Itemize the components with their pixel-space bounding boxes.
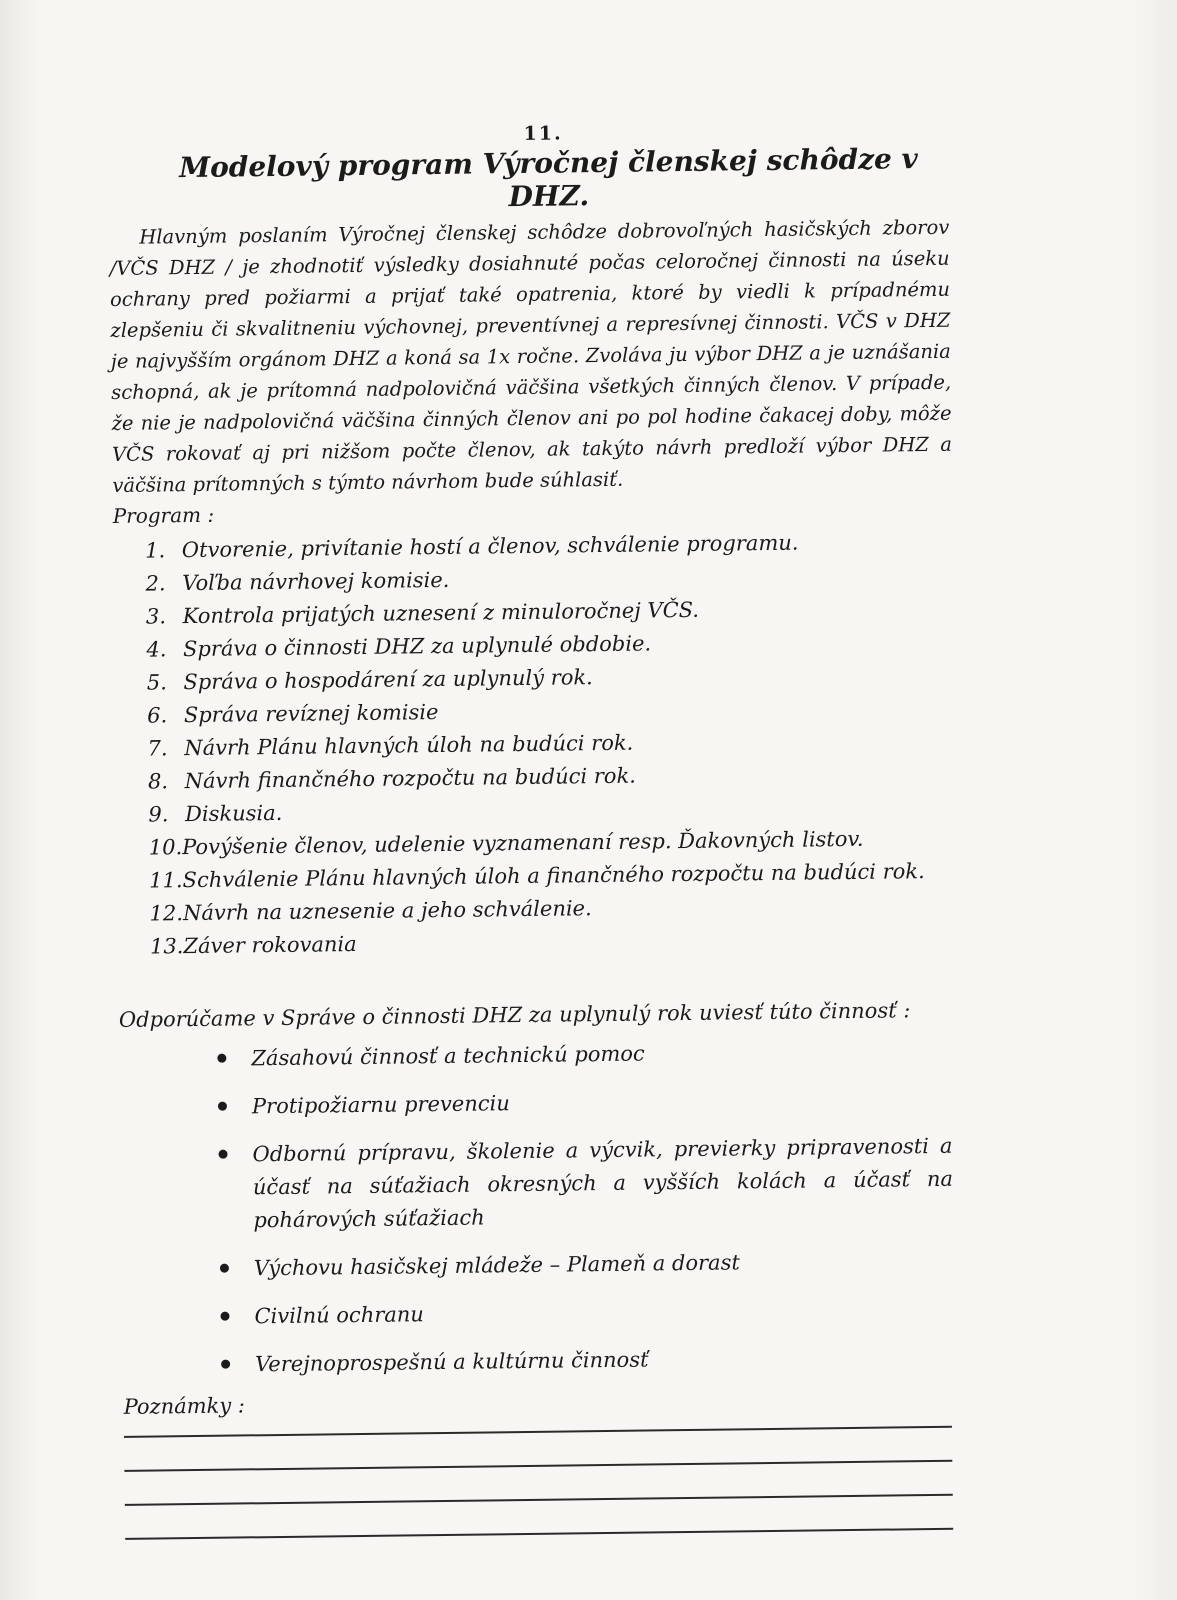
intro-paragraph: Hlavným poslaním Výročnej členskej schôdze dobrovoľných hasičských zborov /VČS DHZ / je zhodnotiť výsledky dosiahnuté počas celoročnej činnosti na úseku ochrany pred požiarmi a prijať také opatrenia, ktoré by viedli k prípadnému zlepšeniu či skvalitneniu výchovnej, preventívnej a represívnej činnosti. VČS v DHZ je najvyšším orgánom DHZ a koná sa 1x ročne. Zvoláva ju výbor DHZ a je uznášania schopná, ak je prítomná nadpolovičná väčšina všetkých činných členov. V prípade, že nie je nadpolovičná väčšina činných členov ani po pol hodine čakacej doby, môže VČS rokovať aj pri nižšom počte členov, ak takýto návrh predloží výbor DHZ a väčšina prítomných s týmto návrhom bude súhlasiť. bbox=[109, 215, 953, 497]
program-item-text: Povýšenie členov, udelenie vyznamenaní resp. Ďakovných listov. bbox=[182, 826, 864, 860]
activity-item bbox=[218, 1130, 953, 1238]
program-item-number: 11. bbox=[149, 868, 183, 893]
bullet-icon bbox=[220, 1264, 229, 1273]
activity-item bbox=[218, 1082, 960, 1124]
activity-item bbox=[220, 1292, 962, 1334]
program-item-number: 8. bbox=[147, 769, 169, 794]
note-line bbox=[124, 1426, 952, 1438]
recommend-text: Odporúčame v Správe o činnosti DHZ za uplynulý rok uviesť túto činnosť : bbox=[118, 998, 911, 1032]
program-item-text: Otvorenie, privítanie hostí a členov, schválenie programu. bbox=[181, 530, 799, 563]
program-item-text: Diskusia. bbox=[184, 800, 283, 827]
notes-label: Poznámky : bbox=[123, 1393, 246, 1419]
program-item-number: 5. bbox=[146, 670, 167, 695]
program-item-number: 13. bbox=[149, 934, 184, 959]
program-item-text: Návrh na uznesenie a jeho schválenie. bbox=[182, 896, 592, 926]
program-item-text: Správa o činnosti DHZ za uplynulé obdobie. bbox=[182, 631, 652, 662]
program-item-number: 9. bbox=[148, 802, 169, 827]
bullet-icon bbox=[217, 1054, 226, 1063]
activity-text: Protipožiarnu prevenciu bbox=[251, 1091, 510, 1119]
bullet-icon bbox=[218, 1150, 227, 1159]
note-line bbox=[125, 1494, 953, 1506]
activity-text: Zásahovú činnosť a technickú pomoc bbox=[251, 1041, 645, 1071]
program-list bbox=[113, 525, 958, 964]
program-item-number: 2. bbox=[145, 571, 166, 596]
program-item-text: Návrh finančného rozpočtu na budúci rok. bbox=[184, 763, 637, 794]
program-item-text: Správa revíznej komisie bbox=[183, 700, 439, 728]
page-number: 11. bbox=[523, 122, 563, 145]
program-item-text: Správa o hospodárení za uplynulý rok. bbox=[183, 665, 593, 695]
program-item-number: 7. bbox=[147, 736, 168, 761]
program-item-text: Záver rokovania bbox=[183, 932, 357, 959]
program-label: Program : bbox=[112, 502, 215, 528]
page-title: Modelový program Výročnej členskej schôdze v DHZ. bbox=[178, 142, 919, 214]
program-item-number: 3. bbox=[145, 604, 167, 629]
program-item-text: Kontrola prijatých uznesení z minuloročnej VČS. bbox=[182, 597, 700, 629]
note-line bbox=[124, 1460, 952, 1472]
bullet-icon bbox=[218, 1102, 227, 1111]
activity-item bbox=[221, 1340, 963, 1382]
note-line bbox=[125, 1528, 953, 1540]
bullet-icon bbox=[220, 1312, 229, 1321]
page-content bbox=[108, 118, 965, 1540]
activity-text: Odbornú prípravu, školenie a výcvik, previerky pripravenosti a účasť na súťažiach okresných a vyšších kolách a účasť na pohárových súťažiach bbox=[252, 1133, 954, 1233]
activity-text: Civilnú ochranu bbox=[254, 1302, 425, 1329]
bullet-icon bbox=[221, 1360, 230, 1369]
activity-list bbox=[119, 1034, 963, 1383]
program-item-number: 1. bbox=[145, 538, 166, 563]
program-item-number: 4. bbox=[146, 637, 167, 662]
activity-item bbox=[220, 1244, 962, 1286]
program-item-text: Voľba návrhovej komisie. bbox=[182, 567, 450, 596]
activity-text: Výchovu hasičskej mládeže – Plameň a dorast bbox=[253, 1250, 740, 1281]
activity-item bbox=[217, 1034, 959, 1076]
program-item-number: 6. bbox=[147, 703, 168, 728]
program-item-number: 10. bbox=[148, 835, 183, 860]
program-item-text: Schválenie Plánu hlavných úloh a finančného rozpočtu na budúci rok. bbox=[182, 859, 925, 893]
activity-text: Verejnoprospešnú a kultúrnu činnosť bbox=[254, 1347, 649, 1377]
program-item-text: Návrh Plánu hlavných úloh na budúci rok. bbox=[184, 730, 634, 761]
program-item-number: 12. bbox=[149, 901, 184, 926]
